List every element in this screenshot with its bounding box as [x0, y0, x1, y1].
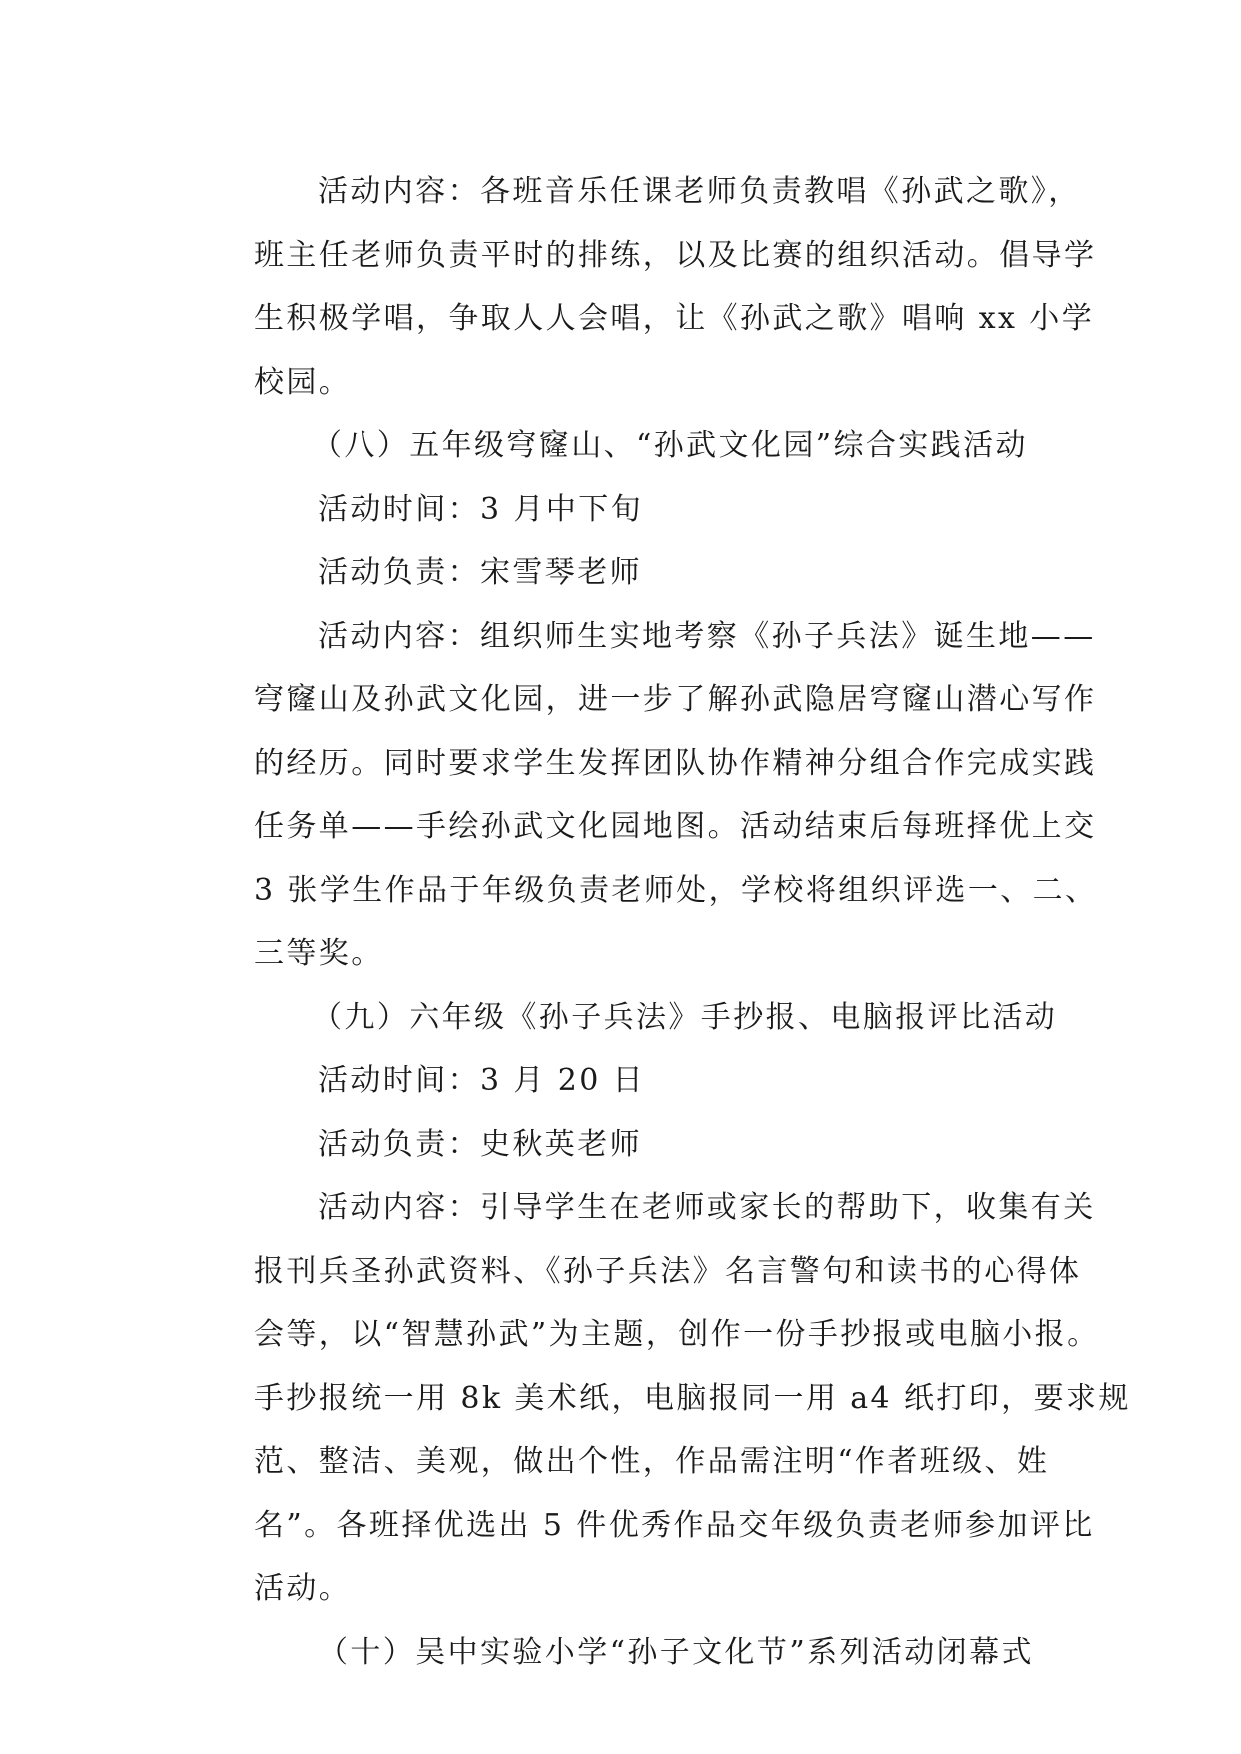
text-line: 活动时间：3 月中下旬 — [318, 491, 644, 527]
text-line: 班主任老师负责平时的排练，以及比赛的组织活动。倡导学 — [254, 237, 1097, 273]
activity-time-9 — [190, 1049, 1052, 1113]
activity-time-8 — [190, 478, 1052, 542]
text-line: 三等奖。 — [254, 936, 384, 971]
text-line: 名”。各班择优选出 5 件优秀作品交年级负责老师参加评比 — [254, 1507, 1095, 1543]
text-line: 活动时间：3 月 20 日 — [318, 1063, 646, 1098]
section-heading-10 — [190, 1621, 1052, 1685]
document-page — [190, 160, 1131, 1684]
text-line: 活动。 — [254, 1571, 352, 1606]
section-heading-8 — [190, 414, 1052, 478]
text-line: 活动内容：引导学生在老师或家长的帮助下，收集有关 — [318, 1190, 1096, 1225]
text-line: 生积极学唱，争取人人会唱，让《孙武之歌》唱响 xx 小学 — [254, 301, 1095, 336]
heading-text: （九）六年级《孙子兵法》手抄报、电脑报评比活动 — [312, 999, 1058, 1035]
text-line: 活动负责：宋雪琴老师 — [318, 555, 642, 590]
activity-owner-9 — [190, 1113, 1052, 1177]
text-line: 会等，以“智慧孙武”为主题，创作一份手抄报或电脑小报。 — [254, 1317, 1100, 1352]
heading-text: （十）吴中实验小学“孙子文化节”系列活动闭幕式 — [318, 1634, 1034, 1670]
activity-content-8 — [190, 605, 1098, 986]
text-line: 3 张学生作品于年级负责老师处，学校将组织评选一、二、 — [254, 872, 1098, 908]
paragraph-music-content — [190, 160, 1097, 414]
text-line: 手抄报统一用 8k 美术纸，电脑报同一用 a4 纸打印，要求规 — [254, 1380, 1131, 1416]
text-line: 活动负责：史秋英老师 — [318, 1126, 642, 1162]
text-line: 穹窿山及孙武文化园，进一步了解孙武隐居穹窿山潜心写作 — [254, 682, 1097, 717]
activity-content-9 — [190, 1176, 1131, 1621]
text-line: 的经历。同时要求学生发挥团队协作精神分组合作完成实践 — [254, 745, 1097, 781]
text-line: 校园。 — [254, 364, 352, 400]
text-line: 任务单——手绘孙武文化园地图。活动结束后每班择优上交 — [254, 809, 1097, 844]
activity-owner-8 — [190, 541, 1052, 605]
text-line: 报刊兵圣孙武资料、《孙子兵法》名言警句和读书的心得体 — [254, 1253, 1082, 1289]
section-heading-9 — [190, 986, 1058, 1050]
text-line: 范、整洁、美观，做出个性，作品需注明“作者班级、姓 — [254, 1444, 1050, 1479]
heading-text: （八）五年级穹窿山、“孙武文化园”综合实践活动 — [312, 428, 1028, 463]
text-line: 活动内容：组织师生实地考察《孙子兵法》诞生地—— — [318, 618, 1096, 654]
text-line: 活动内容：各班音乐任课老师负责教唱《孙武之歌》， — [318, 174, 1081, 209]
